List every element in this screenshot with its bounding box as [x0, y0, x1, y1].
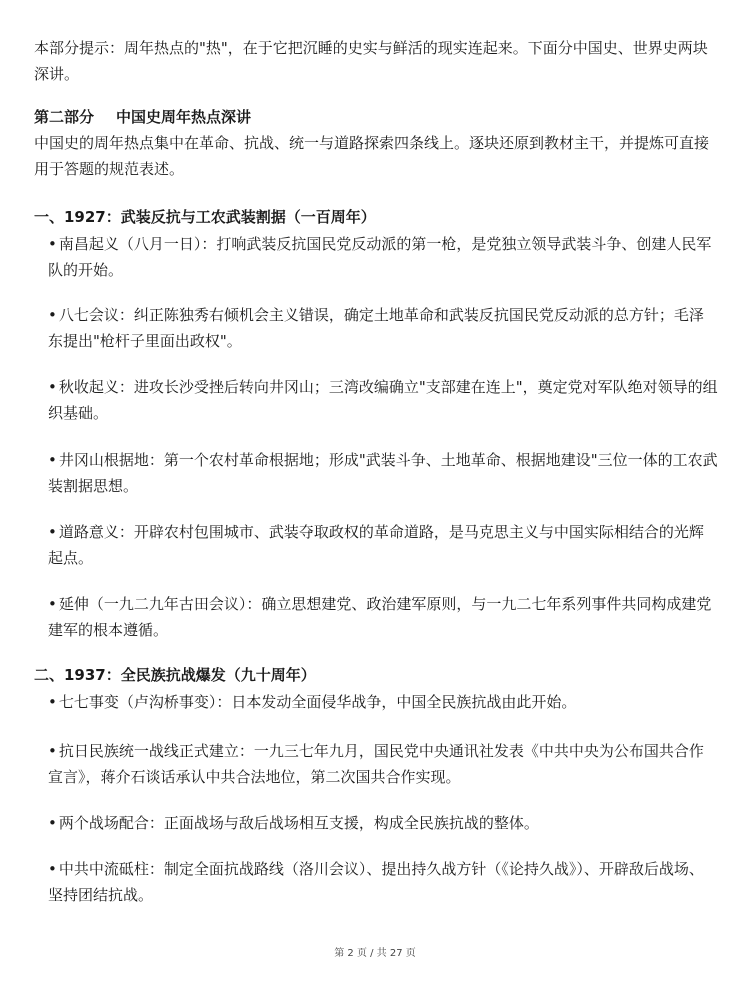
- bullet-icon: •: [48, 595, 57, 613]
- part-heading: [34, 104, 718, 130]
- list-item: [48, 302, 718, 354]
- section-heading: 二、1937：全民族抗战爆发（九十周年）: [34, 666, 316, 684]
- bullet-icon: •: [48, 693, 57, 711]
- list-item: [48, 738, 718, 790]
- list-item: [48, 810, 718, 836]
- list-item-text: 两个战场配合：正面战场与敌后战场相互支援，构成全民族抗战的整体。: [58, 814, 539, 832]
- list-item: [48, 591, 718, 643]
- list-item: [48, 689, 718, 715]
- list-item: [48, 374, 718, 426]
- list-item-text: 八七会议：纠正陈独秀右倾机会主义错误，确定土地革命和武装反抗国民党反动派的总方针；毛泽东提出"枪杆子里面出政权"。: [48, 306, 704, 350]
- list-item: [48, 856, 718, 908]
- bullet-icon: •: [48, 451, 57, 469]
- part-label: 第二部分: [34, 108, 95, 126]
- list-item-text: 井冈山根据地：第一个农村革命根据地；形成"武装斗争、土地革命、根据地建设"三位一体的工农武装割据思想。: [48, 451, 718, 495]
- list-item: [48, 447, 718, 499]
- bullet-icon: •: [48, 235, 57, 253]
- part-title: 中国史周年热点深讲: [116, 108, 252, 126]
- list-item-text: 中共中流砥柱：制定全面抗战路线（洛川会议）、提出持久战方针（《论持久战》）、开辟敌后战场、坚持团结抗战。: [48, 860, 704, 904]
- page-footer: 第 2 页 / 共 27 页: [334, 948, 416, 959]
- list-item: [48, 231, 718, 283]
- intro-paragraph: 本部分提示：周年热点的"热"，在于它把沉睡的史实与鲜活的现实连起来。下面分中国史、世界史两块深讲。: [34, 39, 708, 83]
- list-item-text: 秋收起义：进攻长沙受挫后转向井冈山；三湾改编确立"支部建在连上"，奠定党对军队绝对领导的组织基础。: [48, 378, 718, 422]
- list-item-text: 道路意义：开辟农村包围城市、武装夺取政权的革命道路，是马克思主义与中国实际相结合的光辉起点。: [48, 523, 704, 567]
- list-item-text: 延伸（一九二九年古田会议）：确立思想建党、政治建军原则，与一九二七年系列事件共同构成建党建军的根本遵循。: [48, 595, 712, 639]
- bullet-icon: •: [48, 523, 57, 541]
- bullet-icon: •: [48, 860, 57, 878]
- list-item-text: 南昌起义（八月一日）：打响武装反抗国民党反动派的第一枪，是党独立领导武装斗争、创建人民军队的开始。: [48, 235, 712, 279]
- bullet-icon: •: [48, 378, 57, 396]
- bullet-icon: •: [48, 814, 57, 832]
- part-description: 中国史的周年热点集中在革命、抗战、统一与道路探索四条线上。逐块还原到教材主干，并提炼可直接用于答题的规范表述。: [34, 134, 710, 178]
- list-item: [48, 519, 718, 571]
- bullet-icon: •: [48, 742, 57, 760]
- list-item-text: 七七事变（卢沟桥事变）：日本发动全面侵华战争，中国全民族抗战由此开始。: [58, 693, 577, 711]
- list-item-text: 抗日民族统一战线正式建立：一九三七年九月，国民党中央通讯社发表《中共中央为公布国共合作宣言》，蒋介石谈话承认中共合法地位，第二次国共合作实现。: [48, 742, 704, 786]
- section-heading: 一、1927：武装反抗与工农武装割据（一百周年）: [34, 208, 376, 226]
- bullet-icon: •: [48, 306, 57, 324]
